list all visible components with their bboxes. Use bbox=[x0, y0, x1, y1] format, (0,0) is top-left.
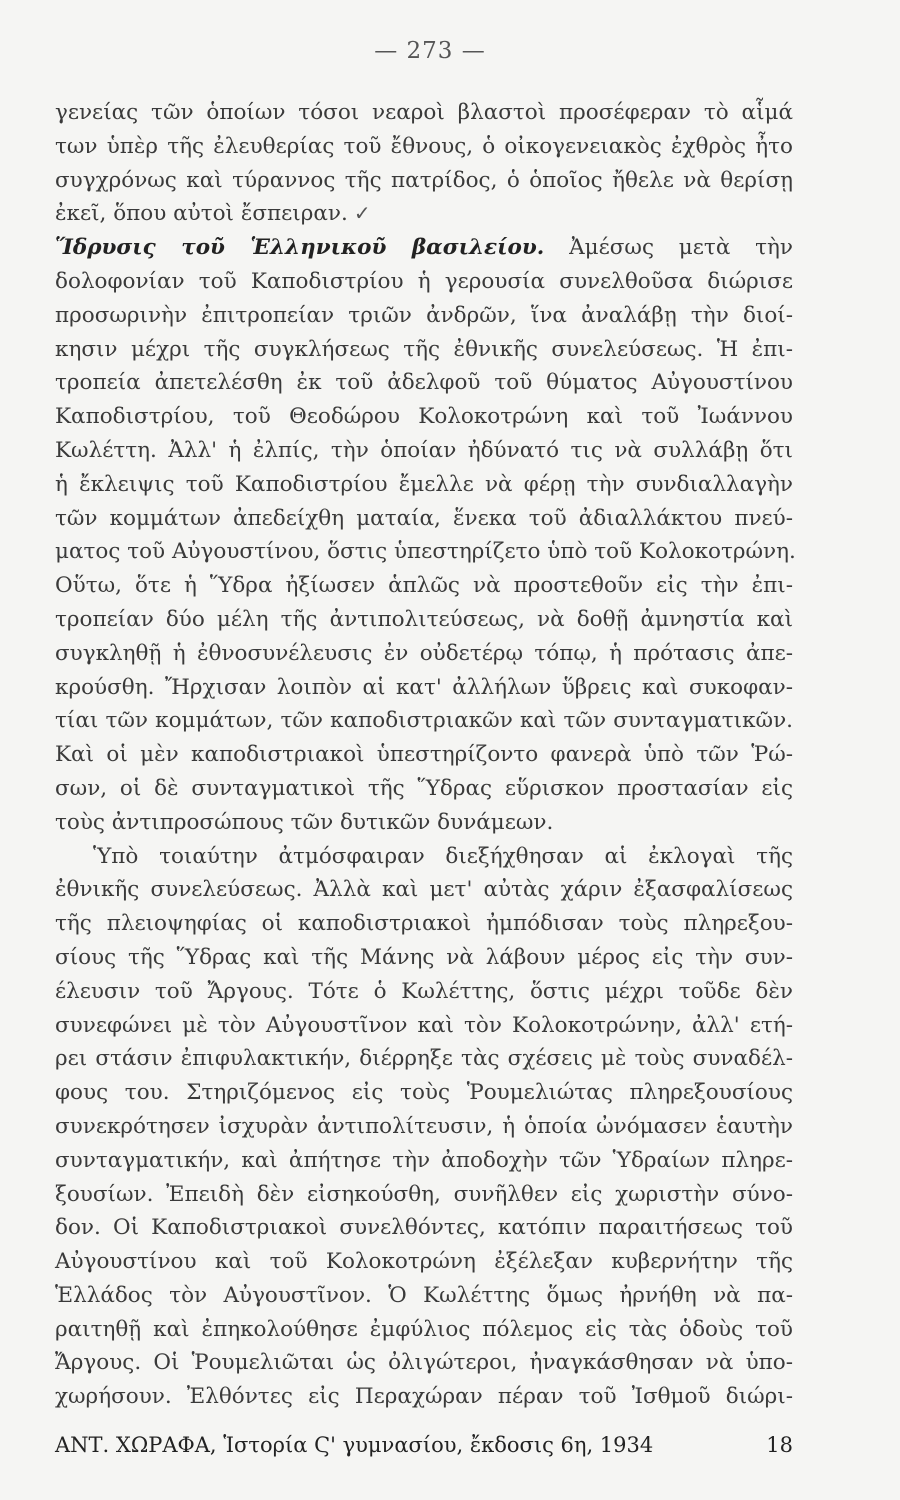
text-line: Ἑλλάδος τὸν Αὐγουστῖνον. Ὁ Κωλέττης ὅμως ἠρνήθη νὰ πα- bbox=[55, 1282, 793, 1308]
text-line: Καποδιστρίου, τοῦ Θεοδώρου Κολοκοτρώνη καὶ τοῦ Ἰωάννου bbox=[55, 404, 793, 430]
text-line: συγχρόνως καὶ τύραννος τῆς πατρίδος, ὁ ὁποῖος ἤθελε νὰ θερίσῃ bbox=[55, 167, 793, 193]
text-line: Ἄργους. Οἱ Ῥουμελιῶται ὡς ὀλιγώτεροι, ἠναγκάσθησαν νὰ ὑπο- bbox=[55, 1350, 793, 1376]
text-line: ξουσίων. Ἐπειδὴ δὲν εἰσηκούσθη, συνῆλθεν εἰς χωριστὴν σύνο- bbox=[55, 1181, 793, 1207]
section-heading-continuation: Ἀμέσως μετὰ τὴν bbox=[569, 235, 793, 261]
text-line: συνεφώνει μὲ τὸν Αὐγουστῖνον καὶ τὸν Κολοκοτρώνην, ἀλλ' ετή- bbox=[55, 1012, 793, 1038]
text-line: συνεκρότησεν ἰσχυρὰν ἀντιπολίτευσιν, ἡ ὁποία ὠνόμασεν ἑαυτὴν bbox=[55, 1113, 793, 1139]
text-line: τοὺς ἀντιπροσώπους τῶν δυτικῶν δυνάμεων. bbox=[55, 809, 554, 835]
text-line: τροπείαν δύο μέλη τῆς ἀντιπολιτεύσεως, νὰ δοθῇ ἀμνηστία καὶ bbox=[55, 606, 793, 632]
body-text bbox=[55, 96, 796, 1414]
text-line: γενείας τῶν ὁποίων τόσοι νεαροὶ βλαστοὶ προσέφεραν τὸ αἷμά bbox=[55, 100, 793, 125]
text-line: δολοφονίαν τοῦ Καποδιστρίου ἡ γερουσία συνελθοῦσα διώρισε bbox=[55, 268, 793, 294]
text-line: ἡ ἔκλειψις τοῦ Καποδιστρίου ἔμελλε νὰ φέρῃ τὴν συνδιαλλαγὴν bbox=[55, 471, 793, 497]
text-line: κρούσθη. Ἤρχισαν λοιπὸν αἱ κατ' ἀλλήλων ὕβρεις καὶ συκοφαν- bbox=[55, 674, 793, 700]
text-line: χωρήσουν. Ἐλθόντες εἰς Περαχώραν πέραν τοῦ Ἰσθμοῦ διώρι- bbox=[55, 1384, 793, 1410]
text-line: ἐθνικῆς συνελεύσεως. Ἀλλὰ καὶ μετ' αὐτὰς χάριν ἐξασφαλίσεως bbox=[55, 877, 793, 903]
text-line: κησιν μέχρι τῆς συγκλήσεως τῆς ἐθνικῆς συνελεύσεως. Ἡ ἐπι- bbox=[55, 336, 793, 362]
text-line: συγκληθῇ ἡ ἐθνοσυνέλευσις ἐν οὐδετέρῳ τόπῳ, ἡ πρότασις ἀπε- bbox=[55, 640, 793, 666]
text-line bbox=[55, 197, 793, 231]
text-line: τίαι τῶν κομμάτων, τῶν καποδιστριακῶν καὶ τῶν συνταγματικῶν. bbox=[55, 708, 793, 734]
page-footer bbox=[55, 1433, 793, 1457]
text-line: δον. Οἱ Καποδιστριακοὶ συνελθόντες, κατόπιν παραιτήσεως τοῦ bbox=[55, 1215, 793, 1241]
text-line: σων, οἱ δὲ συνταγματικοὶ τῆς Ὕδρας εὕρισκον προστασίαν εἰς bbox=[55, 775, 793, 801]
text-line: Ὑπὸ τοιαύτην ἀτμόσφαιραν διεξήχθησαν αἱ ἐκλογαὶ τῆς bbox=[93, 843, 793, 869]
footer-citation: ΑΝΤ. ΧΩΡΑΦΑ, Ἱστορία Ϛ' γυμνασίου, ἔκδοσις 6η, 1934 bbox=[55, 1433, 654, 1457]
text-line: ραιτηθῇ καὶ ἐπηκολούθησε ἐμφύλιος πόλεμος εἰς τὰς ὁδοὺς τοῦ bbox=[55, 1316, 793, 1342]
text-line: Κωλέττη. Ἀλλ' ἡ ἐλπίς, τὴν ὁποίαν ἠδύνατό τις νὰ συλλάβῃ ὅτι bbox=[55, 437, 793, 463]
text-line: έλευσιν τοῦ Ἄργους. Τότε ὁ Κωλέττης, ὅστις μέχρι τοῦδε δὲν bbox=[55, 978, 793, 1004]
text-line: προσωρινὴν ἐπιτροπείαν τριῶν ἀνδρῶν, ἵνα ἀναλάβῃ τὴν διοί- bbox=[55, 302, 793, 328]
text-line: Οὕτω, ὅτε ἡ Ὕδρα ἠξίωσεν ἁπλῶς νὰ προστεθοῦν εἰς τὴν ἐπι- bbox=[55, 573, 793, 599]
text-line: σίους τῆς Ὕδρας καὶ τῆς Μάνης νὰ λάβουν μέρος εἰς τὴν συν- bbox=[55, 944, 793, 970]
text-line: τῶν κομμάτων ἀπεδείχθη ματαία, ἕνεκα τοῦ ἀδιαλλάκτου πνεύ- bbox=[55, 505, 793, 531]
text-line: ρει στάσιν ἐπιφυλακτικήν, διέρρηξε τὰς σχέσεις μὲ τοὺς συναδέλ- bbox=[55, 1046, 793, 1072]
text-line: συνταγματικήν, καὶ ἀπήτησε τὴν ἀποδοχὴν τῶν Ὑδραίων πληρε- bbox=[55, 1147, 793, 1173]
text-line: φους του. Στηριζόμενος εἰς τοὺς Ῥουμελιώτας πληρεξουσίους bbox=[55, 1080, 793, 1106]
section-heading: Ἵδρυσις τοῦ Ἑλληνικοῦ βασιλείου. bbox=[55, 235, 545, 261]
page-number: — 273 — bbox=[374, 38, 486, 64]
text-line: των ὑπὲρ τῆς ἐλευθερίας τοῦ ἔθνους, ὁ οἰκογενειακὸς ἐχθρὸς ἦτο bbox=[55, 133, 793, 159]
text-line: ματος τοῦ Αὐγουστίνου, ὅστις ὑπεστηρίζετο ὑπὸ τοῦ Κολοκοτρώνη. bbox=[55, 539, 796, 565]
footer-signature-mark: 18 bbox=[766, 1433, 793, 1457]
text-line: Αὐγουστίνου καὶ τοῦ Κολοκοτρώνη ἐξέλεξαν κυβερνήτην τῆς bbox=[55, 1249, 793, 1275]
text-line: Καὶ οἱ μὲν καποδιστριακοὶ ὑπεστηρίζοντο φανερὰ ὑπὸ τῶν Ῥώ- bbox=[55, 742, 793, 768]
text-line: τροπεία ἀπετελέσθη ἐκ τοῦ ἀδελφοῦ τοῦ θύματος Αὐγουστίνου bbox=[55, 370, 793, 396]
text-line: τῆς πλειοψηφίας οἱ καποδιστριακοὶ ἠμπόδισαν τοὺς πληρεξου- bbox=[55, 911, 793, 937]
text-line-content: ἐκεῖ, ὅπου αὐτοὶ ἔσπειραν. bbox=[55, 201, 348, 227]
check-mark-icon: ✓ bbox=[353, 201, 371, 226]
section-heading-line bbox=[55, 231, 793, 265]
